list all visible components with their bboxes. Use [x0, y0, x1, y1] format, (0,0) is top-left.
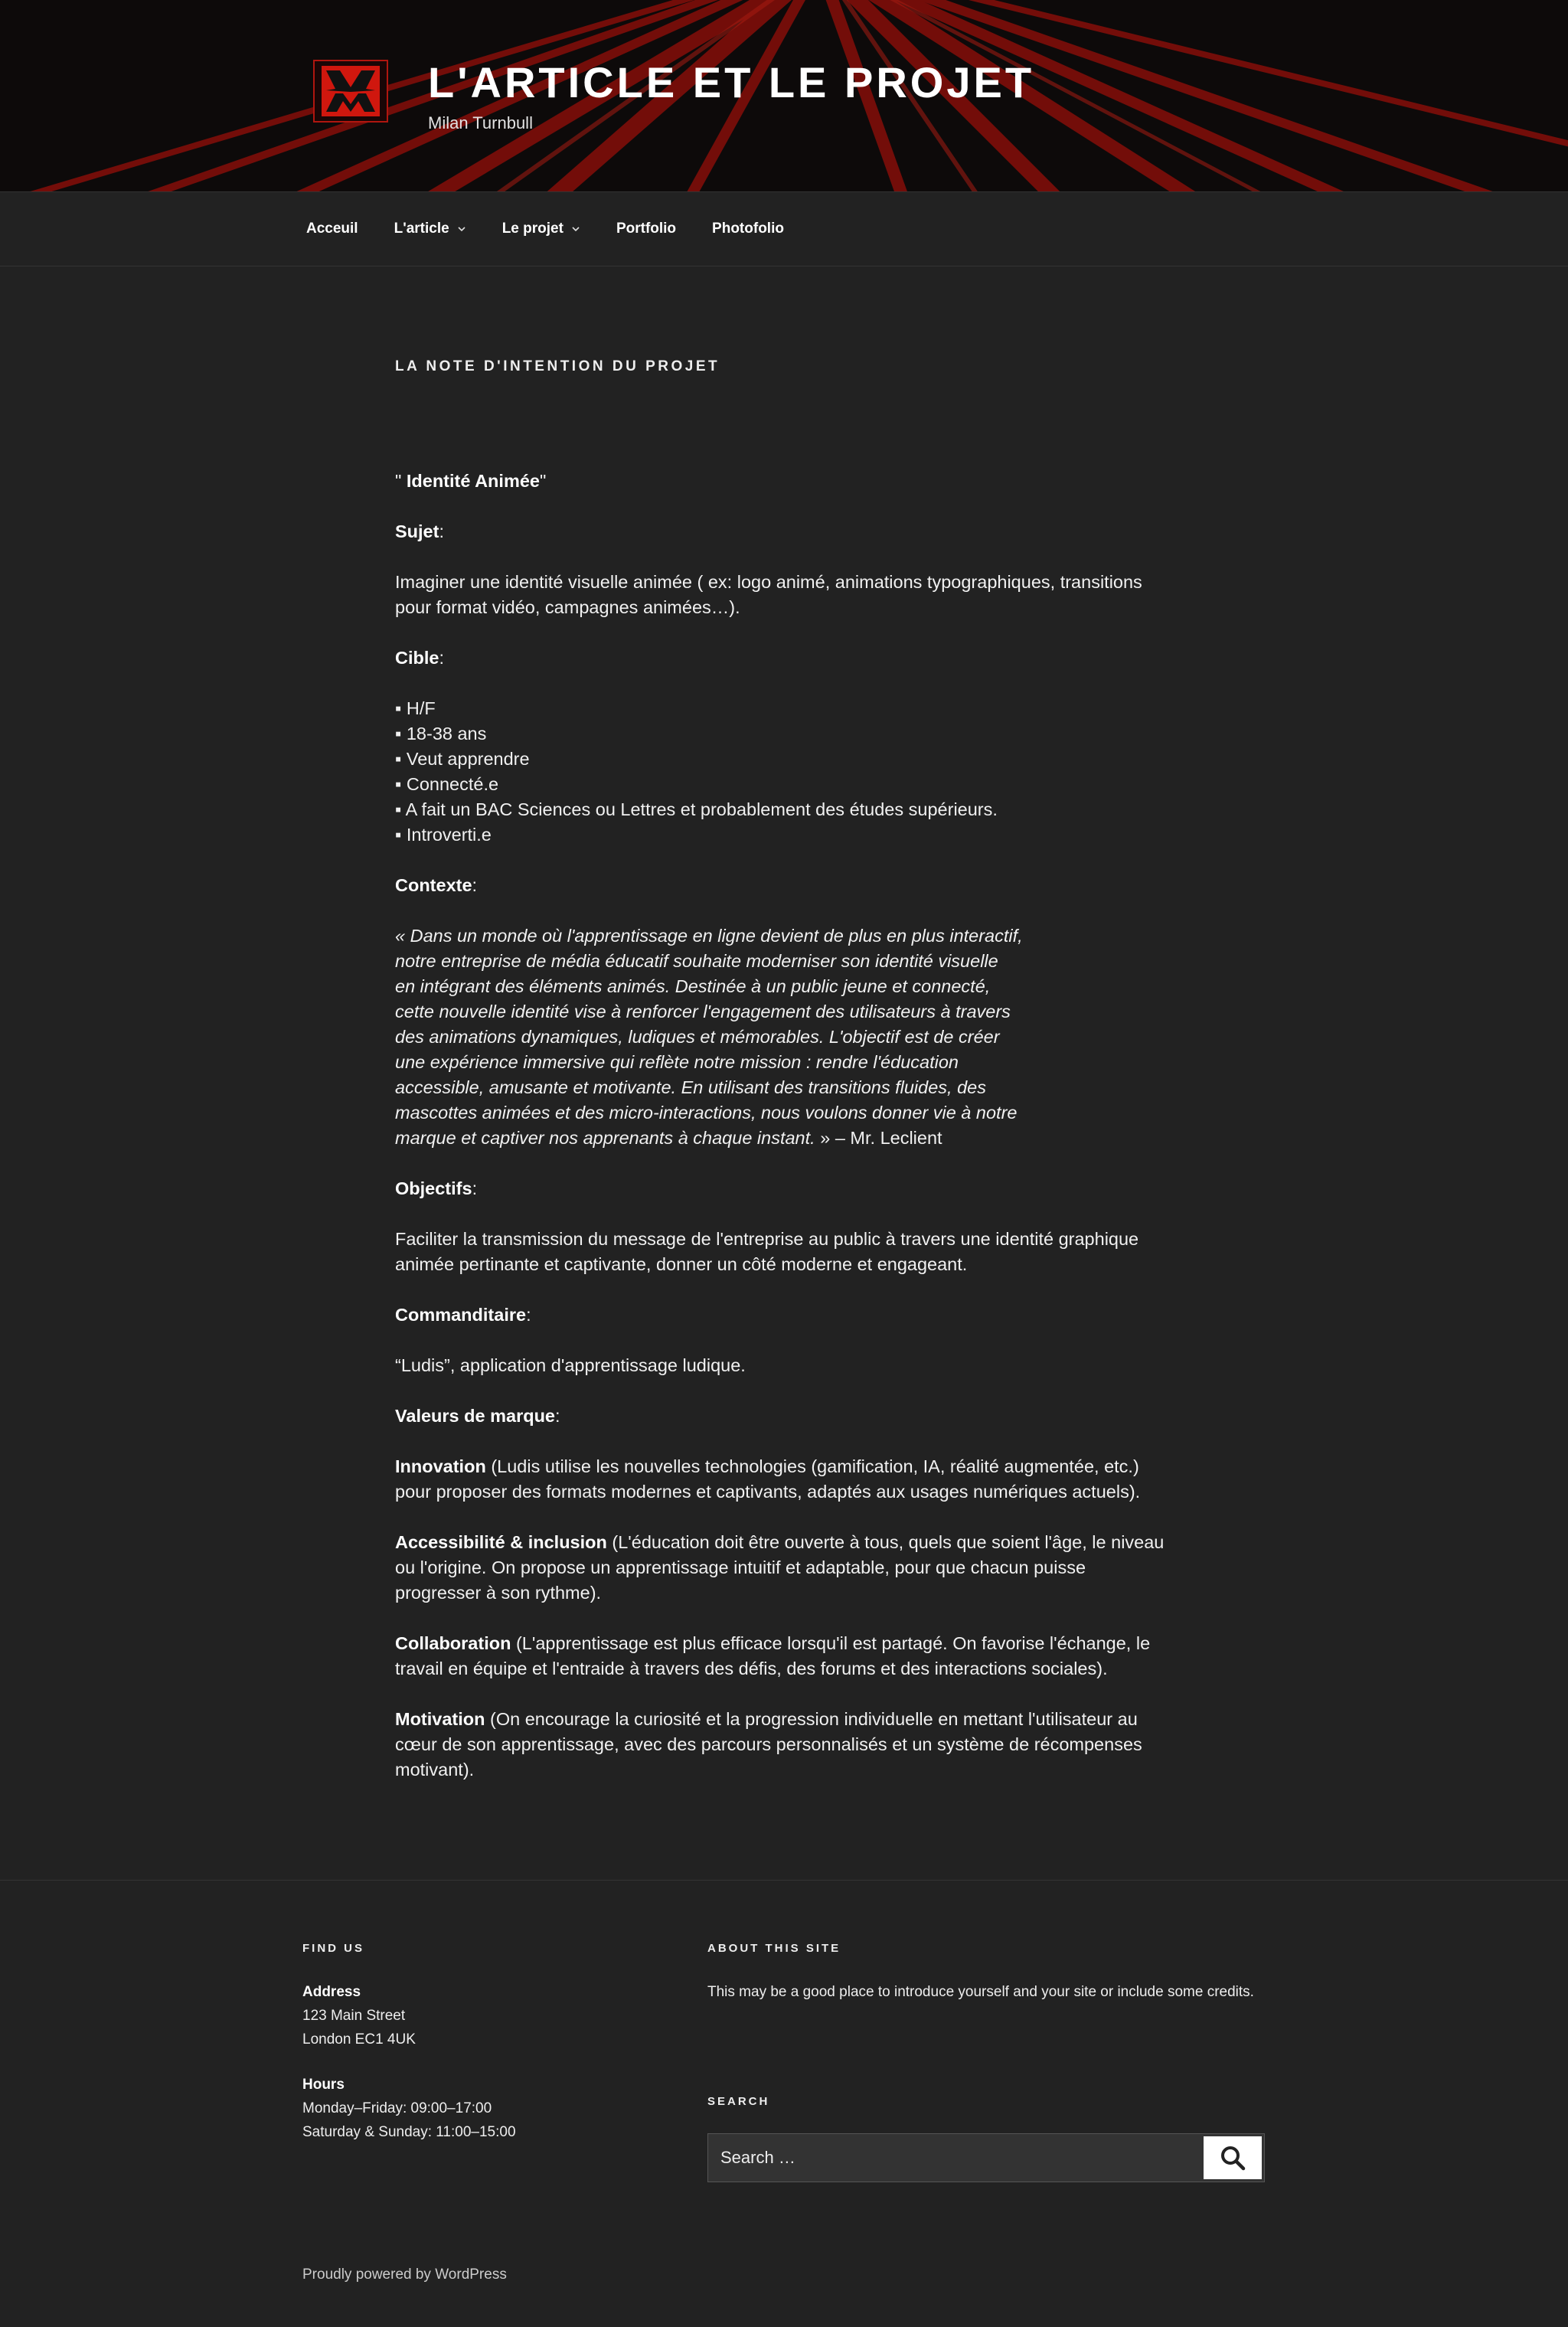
widget-find-us — [302, 1942, 655, 2144]
contexte-quote — [395, 923, 1023, 1151]
site-branding — [313, 60, 1034, 133]
widget-search — [707, 2095, 1266, 2182]
valeur-name: Accessibilité & inclusion — [395, 1532, 607, 1552]
chevron-down-icon — [571, 224, 580, 234]
chevron-down-icon — [457, 224, 466, 234]
valeur-text: (On encourage la curiosité et la progression individuelle en mettant l'utilisateur au cœur de son apprentissage, avec des parcours personnalisés et un système de récompenses motivant). — [395, 1709, 1142, 1780]
hours-line: Monday–Friday: 09:00–17:00 — [302, 2100, 492, 2116]
list-item: ▪ 18-38 ans — [395, 724, 487, 744]
nav-item-acceuil[interactable] — [291, 221, 374, 237]
hours-line: Saturday & Sunday: 11:00–15:00 — [302, 2124, 516, 2140]
section-contexte-heading — [395, 873, 1176, 898]
valeur-name: Innovation — [395, 1456, 486, 1476]
section-valeurs-heading — [395, 1404, 1176, 1429]
nav-item-le-projet[interactable] — [487, 221, 596, 237]
brand-logo[interactable] — [313, 60, 388, 123]
search-button[interactable] — [1204, 2136, 1262, 2179]
cible-list — [395, 696, 1176, 848]
nav-item-label: Acceuil — [306, 221, 358, 237]
address-label: Address — [302, 1984, 361, 2000]
main-content — [0, 266, 1568, 1879]
section-label: Contexte — [395, 875, 472, 895]
nav-item-larticle[interactable] — [379, 221, 482, 237]
site-header — [0, 0, 1568, 191]
section-label: Valeurs de marque — [395, 1406, 555, 1426]
section-sujet-heading — [395, 519, 1176, 544]
colon: : — [472, 875, 478, 895]
logo-mark-icon — [320, 64, 381, 118]
valeur-item — [395, 1530, 1176, 1606]
quote-mark: " — [395, 471, 407, 491]
section-label: Objectifs — [395, 1178, 472, 1198]
colon: : — [555, 1406, 560, 1426]
search-icon — [1219, 2144, 1246, 2172]
main-navigation — [0, 191, 1568, 266]
nav-item-label: L'article — [394, 221, 449, 237]
valeur-text: (Ludis utilise les nouvelles technologies (gamification, IA, réalité augmentée, etc.) pour proposer des formats modernes et captivants, adaptés aux usages numériques actuels). — [395, 1456, 1141, 1502]
valeur-name: Motivation — [395, 1709, 485, 1729]
nav-item-portfolio[interactable] — [601, 221, 691, 237]
colon: : — [472, 1178, 478, 1198]
sujet-text: Imaginer une identité visuelle animée ( ex: logo animé, animations typographiques, transitions pour format vidéo, campagnes animées…). — [395, 572, 1142, 617]
section-cible-heading — [395, 645, 1176, 671]
section-commanditaire-heading — [395, 1302, 1176, 1328]
widget-title: ABOUT THIS SITE — [707, 1942, 841, 1955]
project-name: Identité Animée — [406, 471, 540, 491]
site-tagline: Milan Turnbull — [428, 113, 533, 132]
project-name-line — [395, 469, 1176, 494]
widget-title: FIND US — [302, 1942, 364, 1955]
nav-item-label: Portfolio — [616, 221, 677, 237]
section-label: Sujet — [395, 521, 439, 541]
widget-about — [707, 1942, 1266, 2004]
nav-item-photofolio[interactable] — [697, 221, 799, 237]
section-label: Commanditaire — [395, 1305, 527, 1325]
site-footer — [0, 1880, 1568, 2327]
search-form — [707, 2133, 1265, 2182]
valeur-text: (L'éducation doit être ouverte à tous, quels que soient l'âge, le niveau ou l'origine. On propose un apprentissage intuitif et adaptable, pour que chacun puisse progresser à son rythme). — [395, 1532, 1165, 1603]
powered-by-link[interactable]: Proudly powered by WordPress — [302, 2267, 507, 2283]
address-block — [302, 1980, 655, 2144]
list-item: ▪ Connecté.e — [395, 774, 499, 794]
site-title[interactable]: L'ARTICLE ET LE PROJET — [428, 58, 1035, 106]
objectifs-text: Faciliter la transmission du message de l'entreprise au public à travers une identité graphique animée pertinante et captivante, donner un côté moderne et engageant. — [395, 1229, 1139, 1274]
valeur-item — [395, 1631, 1176, 1682]
list-item: ▪ Introverti.e — [395, 825, 492, 845]
search-input[interactable] — [708, 2134, 1198, 2182]
colon: : — [439, 648, 444, 668]
nav-item-label: Photofolio — [712, 221, 784, 237]
valeur-name: Collaboration — [395, 1633, 511, 1653]
site-title-block — [428, 60, 1034, 133]
hours-label: Hours — [302, 2077, 345, 2093]
valeur-item — [395, 1454, 1176, 1505]
address-line: London EC1 4UK — [302, 2031, 416, 2048]
section-objectifs-heading — [395, 1176, 1176, 1201]
nav-menu — [291, 192, 805, 266]
list-item: ▪ H/F — [395, 698, 436, 718]
nav-item-label: Le projet — [501, 221, 564, 237]
valeur-text: (L'apprentissage est plus efficace lorsqu'il est partagé. On favorise l'échange, le travail en équipe et l'entraide à travers des défis, des forums et des interactions sociales). — [395, 1633, 1151, 1678]
valeur-item — [395, 1707, 1176, 1783]
colon: : — [439, 521, 444, 541]
entry-content — [395, 469, 1176, 1808]
widget-title: SEARCH — [707, 2095, 770, 2108]
list-item: ▪ A fait un BAC Sciences ou Lettres et probablement des études supérieurs. — [395, 799, 998, 819]
quote-text: « Dans un monde où l'apprentissage en ligne devient de plus en plus interactif, notre entreprise de média éducatif souhaite moderniser son identité visuelle en intégrant des éléments animés. Destinée à un public jeune et connecté, cette nouvelle identité vise à renforcer l'engagement des utilisateurs à travers des animations dynamiques, ludiques et mémorables. L'objectif est de créer une expérience immersive qui reflète notre mission : rendre l'éducation accessible, amusante et motivante. En utilisant des transitions fluides, des mascottes animées et des micro-interactions, nous voulons donner vie à notre marque et captiver nos apprenants à chaque instant. — [395, 926, 1023, 1148]
address-line: 123 Main Street — [302, 2008, 406, 2024]
commanditaire-text: “Ludis”, application d'apprentissage ludique. — [395, 1355, 746, 1375]
quote-mark: " — [539, 471, 547, 491]
page-title: LA NOTE D'INTENTION DU PROJET — [395, 358, 720, 374]
list-item: ▪ Veut apprendre — [395, 749, 530, 769]
colon: : — [526, 1305, 531, 1325]
quote-author: » – Mr. Leclient — [815, 1128, 942, 1148]
about-text: This may be a good place to introduce yourself and your site or include some credits. — [707, 1984, 1254, 2000]
section-label: Cible — [395, 648, 439, 668]
